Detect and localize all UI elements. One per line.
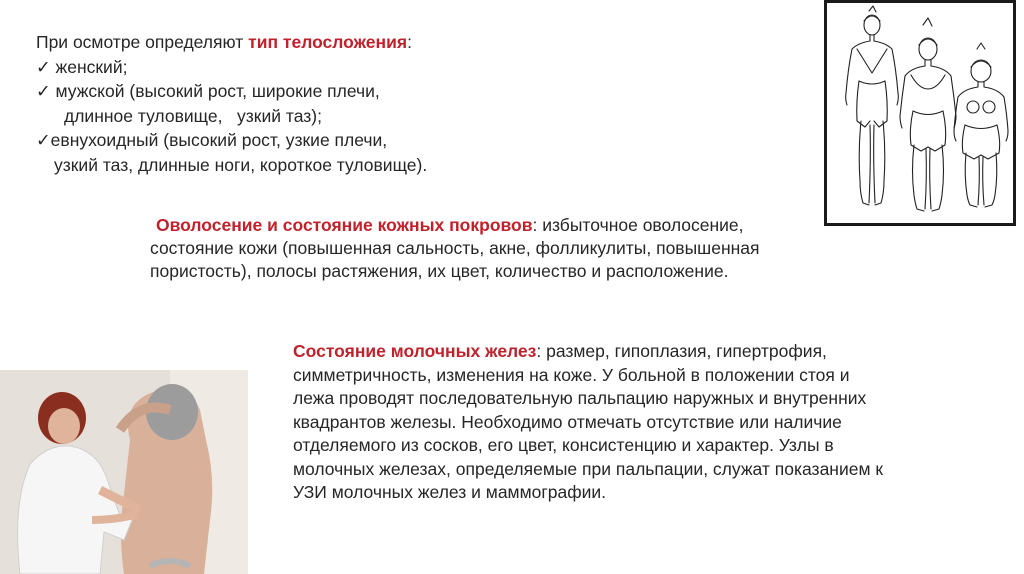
- figure-short: [954, 43, 1008, 207]
- figure-tall-slim: [846, 6, 899, 205]
- list-item-text: узкий таз, длинные ноги, короткое туловище).: [54, 154, 428, 175]
- list-item-text: длинное туловище, узкий таз);: [64, 105, 322, 126]
- breast-exam-photo: [0, 370, 248, 574]
- checkmark-icon: ✓: [36, 56, 51, 77]
- breast-line7: УЗИ молочных желез и маммографии.: [293, 482, 607, 502]
- breast-line2: симметричность, изменения на коже. У больной в положении стоя и: [293, 364, 850, 385]
- breast-line6: молочных железах, определяемые при пальпации, служат показанием к: [293, 458, 884, 479]
- breast-line4: квадрантов железы. Необходимо отмечать отсутствие или наличие: [293, 411, 842, 432]
- breast-text: : размер, гипоплазия, гипертрофия,: [536, 341, 827, 361]
- body-type-section: [36, 30, 427, 177]
- hair-skin-highlight: Оволосение и состояние кожных покровов: [156, 215, 533, 235]
- list-item-text: мужской (высокий рост, широкие плечи,: [50, 81, 380, 101]
- list-item-female: [36, 55, 427, 80]
- list-item-male-cont: [36, 104, 427, 129]
- hair-skin-section: [150, 214, 910, 283]
- list-item-text: женский;: [50, 56, 128, 77]
- breast-highlight: Состояние молочных желез: [293, 341, 537, 361]
- female-figures-drawing: [827, 3, 1013, 223]
- checkmark-icon: ✓: [36, 81, 51, 101]
- breast-line5: отделяемого из сосков, его цвет, консистенцию и характер. Узлы в: [293, 435, 834, 455]
- checkmark-icon: ✓: [36, 130, 51, 150]
- body-type-intro: [36, 30, 427, 55]
- breast-line1: [293, 340, 1023, 364]
- body-types-illustration: [824, 0, 1016, 226]
- intro-colon: :: [407, 32, 412, 52]
- list-item-eunuchoid: [36, 128, 427, 153]
- hair-skin-line1: [150, 214, 910, 237]
- exam-photo-illustration: [0, 370, 248, 574]
- breast-section: [293, 340, 1023, 505]
- hair-skin-line3: пористость), полосы растяжения, их цвет, количество и расположение.: [150, 261, 729, 281]
- list-item-text: евнухоидный (высокий рост, узкие плечи,: [50, 130, 388, 150]
- list-item-male: [36, 79, 427, 104]
- hair-skin-text: : избыточное оволосение,: [532, 215, 744, 235]
- hair-skin-line2: состояние кожи (повышенная сальность, акне, фолликулиты, повышенная: [150, 238, 760, 258]
- figure-medium: [900, 18, 956, 211]
- list-item-eunuchoid-cont: [36, 153, 427, 178]
- intro-highlight: тип телосложения: [248, 32, 408, 52]
- breast-line3: лежа проводят последовательную пальпацию наружных и внутренних: [293, 388, 867, 408]
- intro-text: При осмотре определяют: [36, 32, 249, 52]
